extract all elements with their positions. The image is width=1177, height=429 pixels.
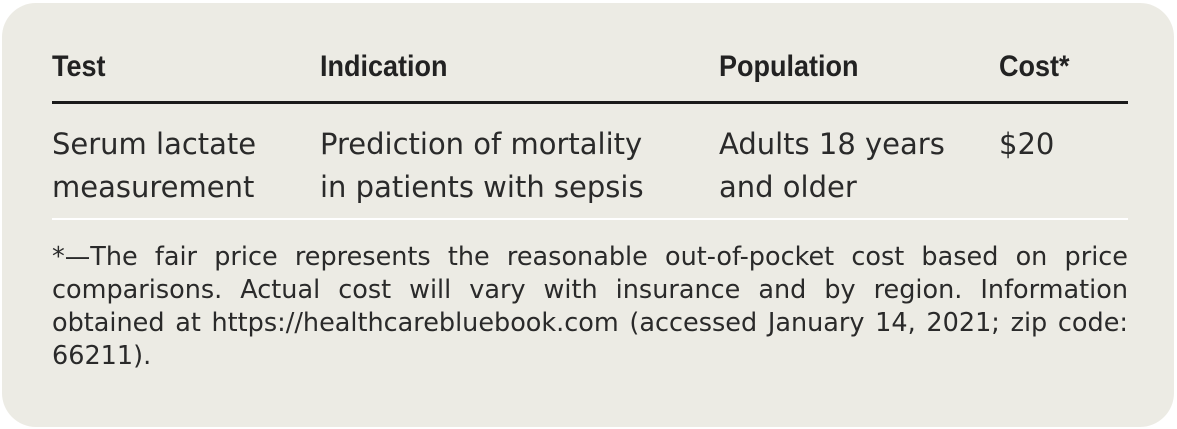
column-header-cost: Cost* xyxy=(999,50,1070,83)
column-header-test: Test xyxy=(52,50,106,83)
column-header-population: Population xyxy=(719,50,859,83)
header-divider xyxy=(52,101,1128,104)
column-header-indication: Indication xyxy=(320,50,448,83)
table-cell-cost: $20 xyxy=(999,127,1055,161)
row-divider xyxy=(52,218,1128,220)
table-cell-indication: Prediction of mortality in patients with sepsis xyxy=(320,127,644,204)
table-cell-test: Serum lactate measurement xyxy=(52,127,257,204)
table-card xyxy=(2,3,1174,427)
table-cell-population: Adults 18 years and older xyxy=(719,127,945,204)
table-footnote: *—The fair price represents the reasonable out-of-pocket cost based on price comparisons. Actual cost will vary with insurance and by region. Information obtained at https://healthcarebluebook.com (accessed January 14, 2021; zip code: 66211). xyxy=(52,242,1128,371)
